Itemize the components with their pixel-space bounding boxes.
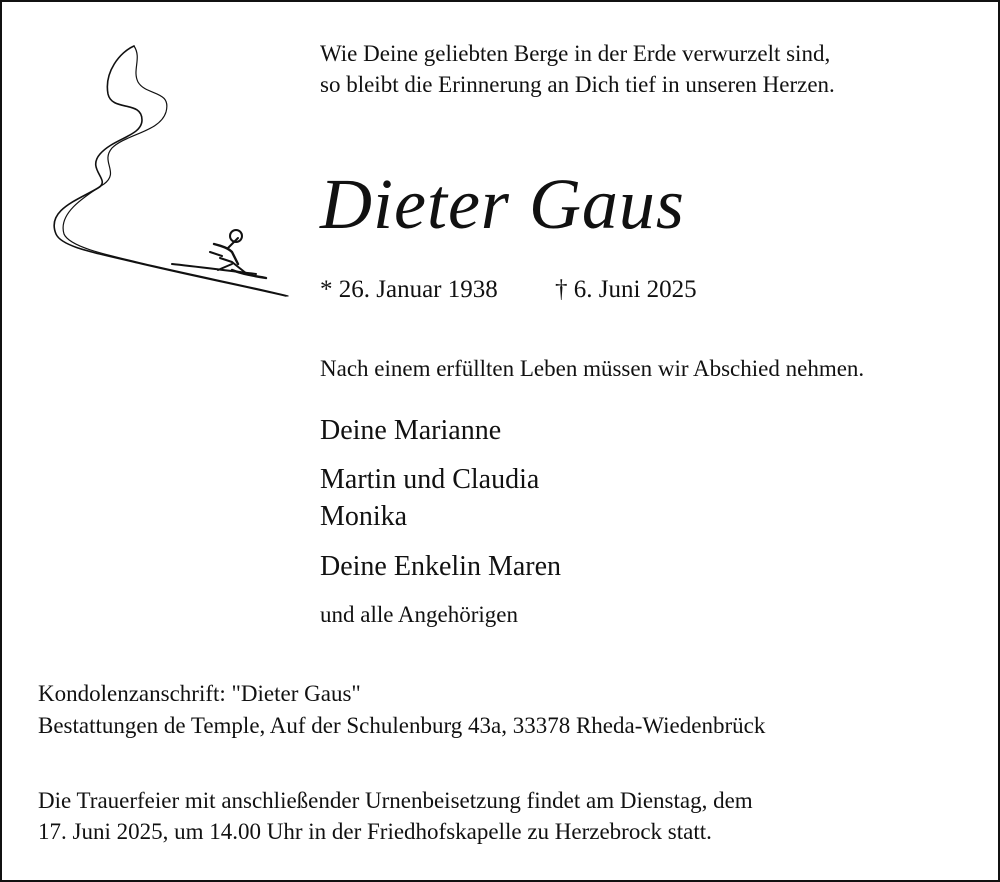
family-member: Monika [320,501,408,532]
deceased-name: Dieter Gaus [320,164,685,244]
quote-line-2: so bleibt die Erinnerung an Dich tief in unseren Herzen. [320,72,835,97]
relatives-line: und alle Angehörigen [320,602,519,627]
death-date: † 6. Juni 2025 [555,276,697,303]
family-member: Deine Marianne [320,415,502,446]
farewell-text: Nach einem erfüllten Leben müssen wir Abschied nehmen. [320,356,865,381]
family-member: Deine Enkelin Maren [320,551,562,582]
service-info-line-1: Die Trauerfeier mit anschließender Urnenbeisetzung findet am Dienstag, dem [38,788,753,813]
family-member: Martin und Claudia [320,464,540,495]
memorial-quote [320,38,835,100]
skier-drawing-icon [42,38,322,308]
service-info-line-2: 17. Juni 2025, um 14.00 Uhr in der Friedhofskapelle zu Herzebrock statt. [38,819,712,844]
condolence-address-title: Kondolenzanschrift: "Dieter Gaus" [38,681,361,706]
quote-line-1: Wie Deine geliebten Berge in der Erde verwurzelt sind, [320,41,831,66]
birth-date: * 26. Januar 1938 [320,276,498,303]
condolence-address: Bestattungen de Temple, Auf der Schulenburg 43a, 33378 Rheda-Wiedenbrück [38,713,766,738]
